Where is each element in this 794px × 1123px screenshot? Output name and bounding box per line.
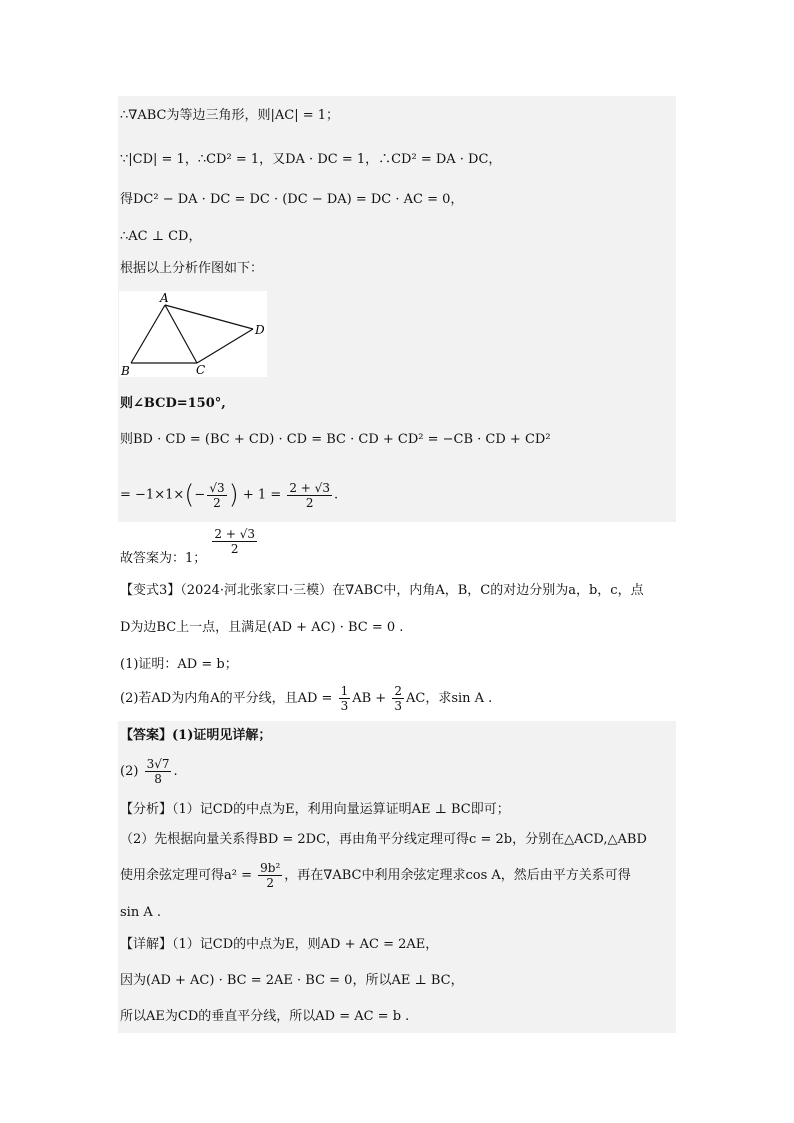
fraction: $\frac{2 + √3}{2}$ — [289, 480, 330, 510]
math-line — [120, 858, 631, 894]
text-segment: 使用余弦定理可得a² = — [120, 868, 252, 883]
fraction: $\frac{3√7}{8}$ — [146, 757, 170, 786]
fraction: $\frac{\text{9b²}}{2}$ — [260, 861, 281, 890]
text-line: 根据以上分析作图如下： — [120, 261, 264, 276]
fraction: $\frac{1}{3}$ — [340, 684, 349, 713]
vertex-label-a: A — [160, 291, 169, 305]
text-segment: ，再在∇ABC中利用余弦定理求cos A，然后由平方关系可得 — [284, 868, 631, 883]
text-line: 所以AE为CD的垂直平分线，所以AD = AC = b . — [120, 1009, 410, 1024]
text-segment: (2)若AD为内角A的平分线，且AD = — [120, 691, 333, 706]
math-line: = −1×1×(− $\frac{√3}{2}$ ) + 1 = $\frac{2 + √3}{2}$ . — [120, 480, 339, 510]
text-line: sin A . — [120, 905, 161, 920]
text-line: (1)证明：AD = b； — [120, 657, 238, 672]
paren: ( — [184, 480, 195, 510]
answer-line — [120, 527, 259, 577]
text-line: 【分析】（1）记CD的中点为E，利用向量运算证明AE ⊥ BC即可； — [120, 802, 510, 817]
text-line: 因为(AD + AC) · BC = 2AE · BC = 0，所以AE ⊥ BC， — [120, 973, 464, 988]
text-line: 【变式3】（2024·河北张家口·三模）在∇ABC中，内角A，B，C的对边分别为a，b，c，点 — [120, 583, 644, 598]
text-segment: AC，求sin A . — [405, 691, 493, 706]
text-segment: AB + — [352, 691, 387, 706]
text-line: 【详解】（1）记CD的中点为E，则AD + AC = 2AE， — [120, 937, 439, 952]
text-line: ∴AC ⊥ CD， — [120, 229, 202, 244]
paren: ) — [228, 480, 239, 510]
text-segment: 故答案为：1； — [120, 551, 207, 566]
vertex-label-b: B — [121, 364, 130, 377]
math-line — [120, 681, 492, 717]
text-line: ∵|CD| = 1，∴CD² = 1，又DA · DC = 1，∴CD² = DA · DC， — [120, 152, 502, 167]
text-line: D为边BC上一点，且满足(AD + AC) · BC = 0 . — [120, 620, 404, 635]
triangle-figure — [119, 291, 267, 377]
vertex-label-d: D — [255, 323, 265, 337]
fraction: $\frac{2}{3}$ — [394, 684, 402, 713]
text-line: 【答案】(1)证明见详解； — [120, 728, 272, 743]
text-line: （2）先根据向量关系得BD = 2DC，再由角平分线定理可得c = 2b，分别在△ACD,△ABD — [120, 832, 647, 847]
text-segment: = −1×1× — [120, 487, 185, 503]
text-segment: (2) — [120, 764, 139, 779]
text-segment: + 1 = — [242, 487, 282, 503]
math-line: (2) $\frac{3√7}{8}$ . — [120, 757, 178, 786]
text-line: 则∠BCD=150°, — [120, 396, 226, 411]
fraction: $\frac{√3}{2}$ — [209, 480, 225, 510]
text-line: 则BD · CD = (BC + CD) · CD = BC · CD + CD² = −CB · CD + CD² — [120, 432, 551, 447]
text-line: 得DC² − DA · DC = DC · (DC − DA) = DC · AC = 0， — [120, 192, 464, 207]
text-line: ∴∇ABC为等边三角形，则|AC| = 1； — [120, 108, 340, 123]
vertex-label-c: C — [196, 363, 206, 377]
fraction: $\frac{2 + √3}{2}$ — [214, 527, 256, 556]
